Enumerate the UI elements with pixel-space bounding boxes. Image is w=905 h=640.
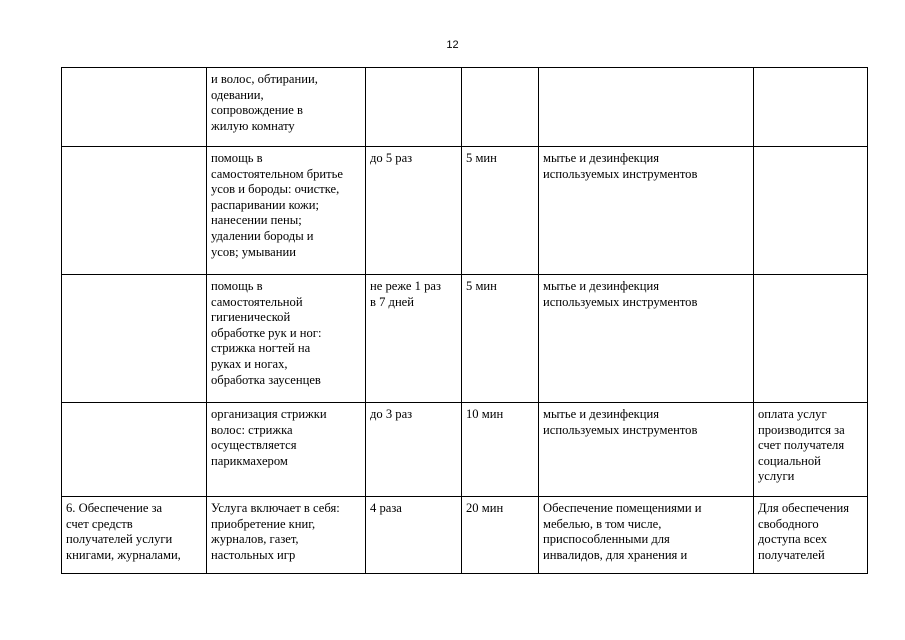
table-cell-notes: [754, 275, 868, 403]
table-cell-service-name: [62, 275, 207, 403]
social-services-table: [61, 67, 868, 574]
table-row: [62, 403, 868, 497]
table-cell-frequency: не реже 1 раз в 7 дней: [366, 275, 462, 403]
table-row: [62, 275, 868, 403]
table-row: [62, 147, 868, 275]
table-cell-service-name: [62, 68, 207, 147]
table-cell-duration: 10 мин: [462, 403, 539, 497]
table-cell-conditions: Обеспечение помещениями и мебелью, в том числе, приспособленными для инвалидов, для хранения и: [539, 497, 754, 574]
table-cell-service-content: помощь в самостоятельной гигиенической обработке рук и ног: стрижка ногтей на руках и ногах, обработка заусенцев: [207, 275, 366, 403]
table-cell-duration: [462, 68, 539, 147]
page-number: 12: [446, 39, 459, 51]
table-cell-frequency: 4 раза: [366, 497, 462, 574]
table-cell-service-content: Услуга включает в себя: приобретение книг, журналов, газет, настольных игр: [207, 497, 366, 574]
table-cell-notes: оплата услуг производится за счет получателя социальной услуги: [754, 403, 868, 497]
table-cell-notes: [754, 68, 868, 147]
table-row: [62, 68, 868, 147]
table-cell-service-name: [62, 403, 207, 497]
table-cell-duration: 5 мин: [462, 147, 539, 275]
table-cell-frequency: до 3 раз: [366, 403, 462, 497]
table-cell-notes: Для обеспечения свободного доступа всех получателей: [754, 497, 868, 574]
table-cell-conditions: мытье и дезинфекция используемых инструментов: [539, 147, 754, 275]
table-cell-service-name: [62, 147, 207, 275]
table-cell-service-content: и волос, обтирании, одевании, сопровождение в жилую комнату: [207, 68, 366, 147]
table-cell-conditions: мытье и дезинфекция используемых инструментов: [539, 403, 754, 497]
table-cell-frequency: до 5 раз: [366, 147, 462, 275]
table-cell-frequency: [366, 68, 462, 147]
table-cell-service-content: организация стрижки волос: стрижка осуществляется парикмахером: [207, 403, 366, 497]
table-row: [62, 497, 868, 574]
table-cell-service-content: помощь в самостоятельном бритье усов и бороды: очистке, распаривании кожи; нанесении пены; удалении бороды и усов; умывании: [207, 147, 366, 275]
table-cell-duration: 20 мин: [462, 497, 539, 574]
table-cell-conditions: [539, 68, 754, 147]
table-cell-service-name: 6. Обеспечение за счет средств получателей услуги книгами, журналами,: [62, 497, 207, 574]
table-cell-conditions: мытье и дезинфекция используемых инструментов: [539, 275, 754, 403]
table-cell-notes: [754, 147, 868, 275]
table-cell-duration: 5 мин: [462, 275, 539, 403]
